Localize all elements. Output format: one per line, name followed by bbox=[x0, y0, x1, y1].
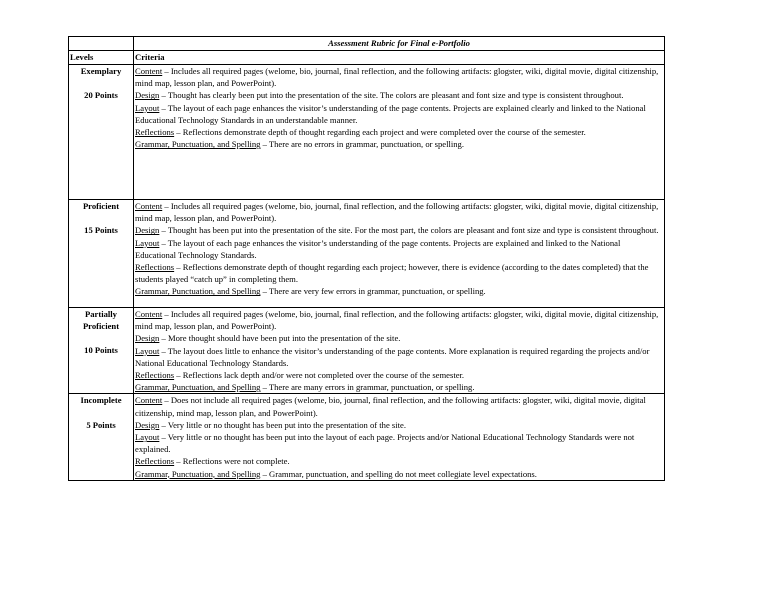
criterion-grammar bbox=[135, 381, 663, 393]
level-cell bbox=[69, 394, 134, 480]
criterion-separator: – bbox=[162, 395, 171, 406]
criterion-separator: – bbox=[174, 370, 183, 381]
criterion-text: Very little or no thought has been put into the presentation of the site. bbox=[167, 419, 406, 430]
criterion-design bbox=[135, 224, 663, 236]
criterion-label: Reflections bbox=[135, 262, 175, 273]
level-name: Partially Proficient bbox=[82, 309, 120, 332]
criteria-cell bbox=[134, 394, 665, 480]
criterion-label: Reflections bbox=[135, 370, 175, 381]
criterion-content bbox=[135, 394, 663, 418]
levels-header: Levels bbox=[69, 51, 134, 65]
level-cell bbox=[69, 65, 134, 200]
criterion-text: Very little or no thought has been put into the layout of each page. Projects and/or National Educational Technology Standards were not explained. bbox=[135, 432, 635, 455]
level-points: 15 Points bbox=[84, 225, 118, 236]
criterion-separator: – bbox=[159, 419, 168, 430]
rubric-row-exemplary bbox=[69, 65, 665, 200]
level-name: Proficient bbox=[82, 201, 120, 211]
criterion-grammar bbox=[135, 285, 663, 297]
criterion-label: Content bbox=[135, 66, 163, 76]
title-row bbox=[69, 37, 665, 51]
criterion-design bbox=[135, 332, 663, 344]
criterion-label: Design bbox=[135, 225, 160, 236]
criterion-design bbox=[135, 419, 663, 431]
criterion-label: Reflections bbox=[135, 456, 175, 467]
criterion-content bbox=[135, 65, 663, 89]
criterion-text: Reflections were not complete. bbox=[182, 456, 290, 467]
rubric-table bbox=[68, 36, 665, 481]
criterion-design bbox=[135, 89, 663, 101]
criterion-separator: – bbox=[159, 345, 168, 356]
criterion-text: Thought has been put into the presentation of the site. For the most part, the colors are pleasant and font size and type is consistent throughout. bbox=[167, 225, 659, 236]
criterion-text: The layout of each page enhances the visitor’s understanding of the page contents. Projects are explained and linked to the National Educational Technology Standards. bbox=[135, 237, 621, 260]
criterion-label: Content bbox=[135, 309, 163, 319]
level-points: 20 Points bbox=[84, 90, 118, 101]
criterion-text: The layout of each page enhances the visitor’s understanding of the page contents. Projects are explained clearly and linked to the National Educational Technology Standards in an understandable manner. bbox=[135, 102, 646, 125]
criterion-layout bbox=[135, 431, 663, 455]
criterion-reflections bbox=[135, 126, 663, 138]
criterion-text: Reflections demonstrate depth of thought regarding each project; however, there is evidence (according to the dates completed) that the students played “catch up” in completing them. bbox=[135, 262, 649, 285]
criterion-grammar bbox=[135, 138, 663, 150]
level-cell bbox=[69, 308, 134, 394]
criterion-label: Layout bbox=[135, 345, 160, 356]
criterion-separator: – bbox=[162, 309, 171, 319]
criterion-text: There are no errors in grammar, punctuation, or spelling. bbox=[268, 139, 464, 150]
criterion-text: Grammar, punctuation, and spelling do not meet collegiate level expectations. bbox=[269, 468, 537, 479]
criterion-text: Includes all required pages (welome, bio, journal, final reflection, and the following artifacts: glogster, wiki, digital movie, digital citizenship, mind map, lesson plan, and PowerPoint). bbox=[135, 201, 659, 224]
criterion-label: Grammar, Punctuation, and Spelling bbox=[135, 468, 261, 479]
criterion-separator: – bbox=[260, 468, 270, 479]
criterion-separator: – bbox=[162, 66, 171, 76]
criterion-text: There are many errors in grammar, punctuation, or spelling. bbox=[268, 382, 475, 393]
criterion-grammar bbox=[135, 468, 663, 480]
level-cell bbox=[69, 200, 134, 308]
criterion-label: Grammar, Punctuation, and Spelling bbox=[135, 139, 261, 150]
criterion-layout bbox=[135, 237, 663, 261]
criteria-header: Criteria bbox=[134, 51, 665, 65]
rubric-row-partially-proficient bbox=[69, 308, 665, 394]
criterion-text: Reflections lack depth and/or were not completed over the course of the semester. bbox=[182, 370, 465, 381]
criterion-text: The layout does little to enhance the visitor’s understanding of the page contents. More explanation is required regarding the projects and/or National Educational Technology Standards. bbox=[135, 345, 650, 368]
criterion-text: Includes all required pages (welome, bio, journal, final reflection, and the following artifacts: glogster, wiki, digital movie, digital citizenship, mind map, lesson plan, and PowerPoint). bbox=[135, 309, 659, 332]
criterion-separator: – bbox=[159, 333, 168, 344]
criterion-label: Content bbox=[135, 395, 163, 406]
criterion-separator: – bbox=[159, 225, 168, 236]
level-points: 10 Points bbox=[84, 345, 118, 356]
criterion-text: Reflections demonstrate depth of thought regarding each project and were completed over the course of the semester. bbox=[182, 127, 586, 138]
criterion-separator: – bbox=[159, 237, 168, 248]
criterion-reflections bbox=[135, 369, 663, 381]
criterion-label: Layout bbox=[135, 102, 160, 113]
criterion-text: Thought has clearly been put into the presentation of the site. The colors are pleasant and font size and type is consistent throughout. bbox=[167, 90, 624, 101]
criterion-separator: – bbox=[162, 201, 171, 211]
criterion-text: Includes all required pages (welome, bio, journal, final reflection, and the following artifacts: glogster, wiki, digital movie, digital citizenship, mind map, lesson plan, and PowerPoint). bbox=[135, 66, 659, 89]
criterion-text: Does not include all required pages (welome, bio, journal, final reflection, and the following artifacts: glogster, wiki, digital movie, digital citizenship, mind map, lesson plan, and PowerPoint). bbox=[135, 395, 646, 418]
criterion-label: Content bbox=[135, 201, 163, 211]
rubric-row-incomplete bbox=[69, 394, 665, 480]
rubric-row-proficient bbox=[69, 200, 665, 308]
criterion-label: Design bbox=[135, 333, 160, 344]
criterion-content bbox=[135, 200, 663, 224]
criterion-separator: – bbox=[174, 456, 183, 467]
criterion-label: Grammar, Punctuation, and Spelling bbox=[135, 382, 261, 393]
criterion-separator: – bbox=[260, 139, 269, 150]
criterion-layout bbox=[135, 102, 663, 126]
criterion-separator: – bbox=[260, 286, 269, 297]
criterion-label: Design bbox=[135, 90, 160, 101]
criterion-separator: – bbox=[159, 102, 168, 113]
rubric-page bbox=[68, 36, 664, 481]
criterion-separator: – bbox=[260, 382, 269, 393]
criterion-label: Layout bbox=[135, 237, 160, 248]
criterion-separator: – bbox=[159, 90, 168, 101]
criteria-cell bbox=[134, 308, 665, 394]
level-points: 5 Points bbox=[86, 419, 116, 430]
criterion-reflections bbox=[135, 261, 663, 285]
criterion-reflections bbox=[135, 455, 663, 467]
level-name: Incomplete bbox=[80, 395, 122, 406]
criterion-text: More thought should have been put into the presentation of the site. bbox=[167, 333, 401, 344]
criterion-separator: – bbox=[174, 127, 183, 138]
criterion-layout bbox=[135, 345, 663, 369]
criterion-label: Reflections bbox=[135, 127, 175, 138]
criterion-text: There are very few errors in grammar, punctuation, or spelling. bbox=[268, 286, 486, 297]
title-blank-cell bbox=[69, 37, 134, 51]
level-name: Exemplary bbox=[80, 66, 122, 76]
criterion-separator: – bbox=[159, 432, 168, 443]
criterion-label: Design bbox=[135, 419, 160, 430]
criterion-content bbox=[135, 308, 663, 332]
criterion-separator: – bbox=[174, 262, 183, 273]
criteria-cell bbox=[134, 65, 665, 200]
criterion-label: Layout bbox=[135, 432, 160, 443]
criteria-cell bbox=[134, 200, 665, 308]
criterion-label: Grammar, Punctuation, and Spelling bbox=[135, 286, 261, 297]
rubric-title: Assessment Rubric for Final e-Portfolio bbox=[134, 37, 665, 51]
header-row bbox=[69, 51, 665, 65]
